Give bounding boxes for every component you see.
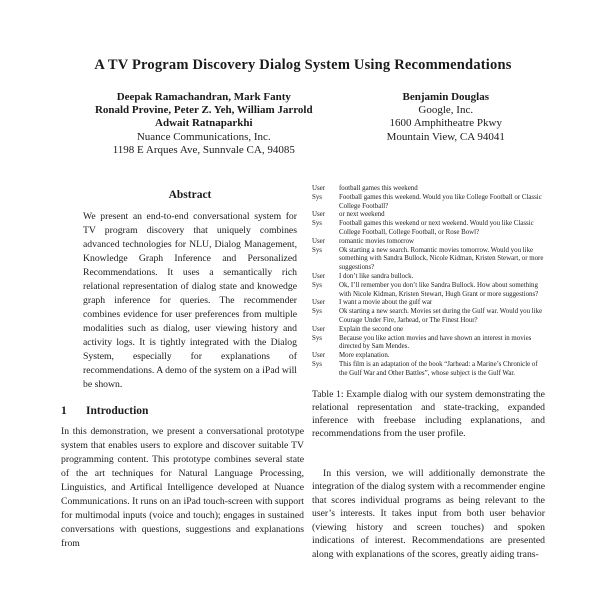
author-name-line: Deepak Ramachandran, Mark Fanty xyxy=(116,91,291,103)
dialog-table xyxy=(312,185,545,379)
dialog-speaker: User xyxy=(312,272,326,280)
dialog-utterance: romantic movies tomorrow xyxy=(339,237,415,245)
dialog-speaker: Sys xyxy=(312,334,322,342)
dialog-utterance: Explain the second one xyxy=(339,325,404,333)
dialog-row xyxy=(312,361,545,379)
dialog-speaker: Sys xyxy=(312,246,322,254)
dialog-utterance: Ok, I’ll remember you don’t like Sandra Bullock. How about something with Nicole Kidman, Kristen Stewart, Hugh Grant or more suggestions? xyxy=(339,281,539,298)
dialog-utterance: or next weekend xyxy=(339,211,385,219)
dialog-speaker: User xyxy=(312,299,326,307)
dialog-speaker: User xyxy=(312,325,326,333)
left-column xyxy=(61,180,304,561)
author-names-google xyxy=(347,91,545,104)
dialog-row xyxy=(312,194,545,212)
section-heading-introduction xyxy=(61,405,304,417)
dialog-row xyxy=(312,326,545,335)
dialog-utterance: Ok starting a new search. Movies set during the Gulf war. Would you like Courage Under Fire, Jarhead, or The Finest Hour? xyxy=(339,308,543,324)
dialog-speaker: Sys xyxy=(312,308,322,316)
affiliation-line: Nuance Communications, Inc. xyxy=(136,130,271,143)
continuation-paragraph: In this version, we will additionally demonstrate the integration of the dialog system with a recommender engine that scores individual programs as being relevant to the user’s interests. It takes input from both user behavior (viewing history and screen touches) and spoken indications of interest. Recommendations are presented along with explanations of the scores, greatly aiding trans- xyxy=(312,467,545,560)
section-title: Introduction xyxy=(86,405,149,418)
affiliation-line: Mountain View, CA 94041 xyxy=(386,130,505,143)
affiliation-line: Google, Inc. xyxy=(418,104,474,117)
dialog-speaker: Sys xyxy=(312,281,322,289)
right-column xyxy=(312,180,545,561)
two-column-body xyxy=(61,180,545,561)
dialog-speaker: Sys xyxy=(312,193,322,201)
section-number: 1 xyxy=(61,405,67,418)
dialog-row xyxy=(312,238,545,247)
dialog-speaker: User xyxy=(312,352,326,360)
affiliation-google xyxy=(347,104,545,144)
dialog-utterance: football games this weekend xyxy=(339,185,418,193)
author-name-line: Ronald Provine, Peter Z. Yeh, William Jarrold xyxy=(94,104,313,117)
dialog-utterance: Ok starting a new search. Romantic movies tomorrow. Would you like something with Sandra Bullock, Nicole Kidman, Kristen Stewart, or more suggestions? xyxy=(339,246,544,272)
author-block xyxy=(61,91,545,157)
dialog-speaker: User xyxy=(312,185,326,193)
author-group-google xyxy=(347,91,545,157)
dialog-utterance: Because you like action movies and have shown an interest in movies directed by Sam Mendes. xyxy=(339,334,532,351)
author-name-line: Benjamin Douglas xyxy=(402,91,490,103)
affiliation-nuance xyxy=(61,131,347,157)
dialog-row xyxy=(312,299,545,308)
dialog-speaker: Sys xyxy=(312,220,322,228)
dialog-row xyxy=(312,335,545,353)
paper-title: A TV Program Discovery Dialog System Using Recommendations xyxy=(94,57,512,73)
dialog-speaker: User xyxy=(312,211,326,219)
abstract-heading: Abstract xyxy=(168,189,212,202)
dialog-row xyxy=(312,185,545,194)
author-group-nuance xyxy=(61,91,347,157)
dialog-row xyxy=(312,352,545,361)
dialog-row xyxy=(312,308,545,326)
dialog-speaker: User xyxy=(312,237,326,245)
dialog-utterance: Football games this weekend. Would you like College Football or Classic College Football? xyxy=(339,193,542,210)
dialog-row xyxy=(312,211,545,220)
abstract-text: We present an end-to-end conversational system for TV program discovery that uniquely combines advanced technologies for NLU, Dialog Management, Knowledge Graph Inference and Personalized Recommendations. It uses a semantically rich relational representation of dialog state and knowedge graph inference for queries. The recommender combines evidence for user preferences from multiple modalities such as dialog, user viewing history and activity logs. It is tightly integrated with the Dialog System, especially for explanations of recommendations. A demo of the system on a iPad will be shown. xyxy=(83,211,297,391)
affiliation-line: 1600 Amphitheatre Pkwy xyxy=(389,117,502,130)
author-name-line: Adwait Ratnaparkhi xyxy=(155,117,253,130)
dialog-utterance: I don’t like sandra bullock. xyxy=(339,272,414,280)
affiliation-line: 1198 E Arques Ave, Sunnvale CA, 94085 xyxy=(112,143,295,156)
introduction-text: In this demonstration, we present a conversational prototype system that enables users to explore and discover suitable TV programming content. This prototype combines several state of the art techniques for Natural Language Processing, Linguistics, and Artifical Intelligence developed at Nuance Communications. It runs on an iPad touch-screen with support for multimodal inputs (voice and touch); engages in sustained conversations with questions, suggestions and explanations from xyxy=(61,426,304,550)
dialog-utterance: This film is an adaptation of the book “Jarhead: a Marine’s Chronicle of the Gulf War and Other Battles”, whose subject is the Gulf War. xyxy=(339,360,538,377)
dialog-utterance: More explanation. xyxy=(339,352,390,360)
table-caption: Table 1: Example dialog with our system demonstrating the relational representation and state-tracking, expanded inference with freebase including explanations, and recommendations from the user profile. xyxy=(312,388,545,439)
dialog-speaker: Sys xyxy=(312,360,322,368)
dialog-row xyxy=(312,282,545,300)
dialog-utterance: Football games this weekend or next weekend. Would you like Classic College Football, College Football, or Rose Bowl? xyxy=(339,220,534,236)
dialog-row xyxy=(312,247,545,273)
author-names-nuance xyxy=(61,91,347,131)
dialog-row xyxy=(312,220,545,238)
dialog-row xyxy=(312,273,545,282)
dialog-utterance: I want a movie about the gulf war xyxy=(339,299,433,307)
